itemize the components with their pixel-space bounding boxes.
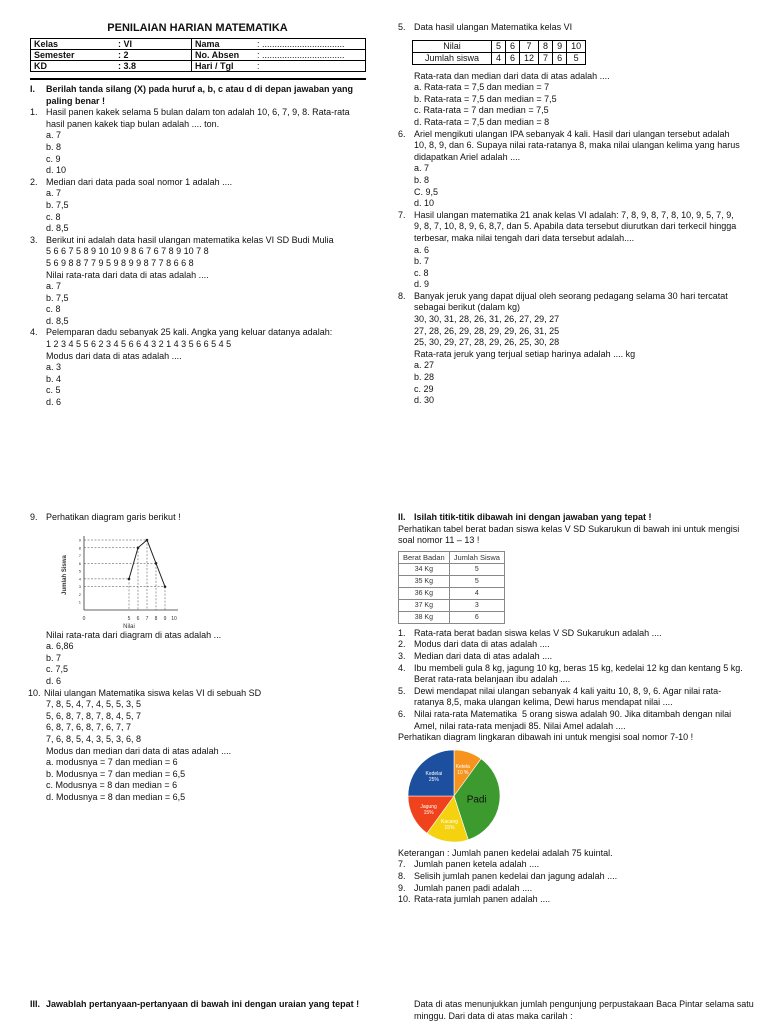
q5-option-d[interactable]: d. Rata-rata = 7,5 dan median = 8 xyxy=(414,116,550,127)
essay-item-2: 2. Modus dari data di atas adalah .... xyxy=(398,639,550,650)
pie-label-jagung: Jagung xyxy=(420,803,437,810)
q4-option-b[interactable]: b. 4 xyxy=(46,373,62,384)
q5-cell: 5 xyxy=(567,52,586,64)
q5-option-c[interactable]: c. Rata-rata = 7 dan median = 7,5 xyxy=(414,105,549,116)
x-tick-label: 9 xyxy=(163,615,167,622)
question-4: 4. Pelemparan dadu sebanyak 25 kali. Angka yang keluar datanya adalah: xyxy=(30,327,333,338)
weight-cell: 35 Kg xyxy=(399,575,450,587)
q7-option-b[interactable]: b. 7 xyxy=(414,256,430,267)
weight-cell: 34 Kg xyxy=(399,563,450,575)
column-right-bottom xyxy=(414,999,759,1022)
q4-option-a[interactable]: a. 3 xyxy=(46,362,62,373)
q5-cell: 6 xyxy=(553,52,567,64)
q6-option-c[interactable]: C. 9,5 xyxy=(414,186,439,197)
y-tick-label: 2 xyxy=(78,591,81,597)
pie-label-ketela: Ketela xyxy=(455,763,470,770)
q5-cell: 12 xyxy=(520,52,539,64)
q3-data-line-1: 5 6 6 7 5 8 9 10 10 9 8 6 7 6 7 8 9 10 7 8 xyxy=(46,246,209,257)
data-point xyxy=(164,585,167,588)
q5-cell: 7 xyxy=(539,52,553,64)
semester-value: : 2 xyxy=(115,50,192,61)
weight-cell: 37 Kg xyxy=(399,599,450,611)
q5-option-b[interactable]: b. Rata-rata = 7,5 dan median = 7,5 xyxy=(414,93,557,104)
y-axis-label: Jumlah Siswa xyxy=(62,554,68,595)
y-tick-label: 5 xyxy=(78,568,81,574)
q5-cell: 4 xyxy=(492,52,506,64)
q4-ask: Modus dari data di atas adalah .... xyxy=(46,350,182,361)
data-point xyxy=(137,546,140,549)
x-tick-label: 5 xyxy=(127,615,131,622)
q8-option-b[interactable]: b. 28 xyxy=(414,372,435,383)
q10-option-c[interactable]: c. Modusnya = 8 dan median = 6 xyxy=(46,780,178,791)
essay-item-1: 1. Rata-rata berat badan siswa kelas V SD Sukarukun adalah .... xyxy=(398,627,662,638)
question-10: 10. Nilai ulangan Matematika siswa kelas VI di sebuah SD xyxy=(28,687,262,698)
q9-option-d[interactable]: d. 6 xyxy=(46,675,62,686)
data-point xyxy=(155,562,158,565)
q5-cell: 6 xyxy=(506,52,520,64)
weight-header: Berat Badan xyxy=(399,551,450,563)
q1-option-a[interactable]: a. 7 xyxy=(46,130,62,141)
question-1: 1. Hasil panen kakek selama 5 bulan dalam ton adalah 10, 6, 7, 9, 8. Rata-rata hasil panen kakek tiap bulan adalah .... ton. xyxy=(30,107,353,129)
x-tick-label: 8 xyxy=(154,615,158,622)
x-tick-label: 10 xyxy=(171,615,177,622)
q3-option-b[interactable]: b. 7,5 xyxy=(46,292,69,303)
pie-chart xyxy=(402,748,522,844)
weight-cell: 5 xyxy=(449,575,504,587)
q4-option-d[interactable]: d. 6 xyxy=(46,397,62,408)
essay-item-10: 10. Rata-rata jumlah panen adalah .... xyxy=(398,894,551,905)
question-8: 8. Banyak jeruk yang dapat dijual oleh seorang pedagang selama 30 hari tercatat sebagai berikut (dalam kg) xyxy=(398,290,731,313)
line-chart xyxy=(44,530,194,630)
q2-option-c[interactable]: c. 8 xyxy=(46,211,61,222)
absen-field[interactable]: : ................................. xyxy=(254,50,366,61)
q5-row1-label: Nilai xyxy=(413,40,492,52)
x-tick-label: 7 xyxy=(145,615,149,622)
q10-option-a[interactable]: a. modusnya = 7 dan median = 6 xyxy=(46,757,178,768)
q10-option-d[interactable]: d. Modusnya = 8 dan median = 6,5 xyxy=(46,791,186,802)
y-tick-label: 1 xyxy=(78,599,81,605)
identity-table xyxy=(30,38,366,72)
weight-cell: 6 xyxy=(449,611,504,623)
essay-item-3: 3. Median dari data di atas adalah .... xyxy=(398,650,553,661)
y-tick-label: 3 xyxy=(78,583,81,589)
section2-intro: Perhatikan tabel berat badan siswa kelas V SD Sukarukun di bawah ini untuk mengisi soal nomor 11 – 13 ! xyxy=(398,523,742,546)
q8-ask: Rata-rata jeruk yang terjual setiap harinya adalah .... kg xyxy=(414,348,636,359)
column-left-bottom xyxy=(30,999,365,1011)
q9-option-b[interactable]: b. 7 xyxy=(46,652,62,663)
weight-cell: 3 xyxy=(449,599,504,611)
q6-option-a[interactable]: a. 7 xyxy=(414,163,430,174)
data-point xyxy=(146,538,149,541)
y-tick-label: 6 xyxy=(78,560,81,566)
pie-value-ketela: 10 % xyxy=(457,769,469,776)
q3-option-a[interactable]: a. 7 xyxy=(46,281,62,292)
data-point xyxy=(128,577,131,580)
q5-option-a[interactable]: a. Rata-rata = 7,5 dan median = 7 xyxy=(414,82,550,93)
section3-heading: III. Jawablah pertanyaan-pertanyaan di bawah ini dengan uraian yang tepat ! xyxy=(30,999,360,1009)
pie-label-kacang: Kacang xyxy=(441,818,459,825)
q3-option-c[interactable]: c. 8 xyxy=(46,304,61,315)
question-2: 2. Median dari data pada soal nomor 1 adalah .... xyxy=(30,176,233,187)
q8-option-d[interactable]: d. 30 xyxy=(414,395,435,406)
q1-option-d[interactable]: d. 10 xyxy=(46,165,67,176)
question-7: 7. Hasil ulangan matematika 21 anak kelas VI adalah: 7, 8, 9, 8, 7, 8, 10, 9, 5, 7, 9, 9, 8, 7, 10, 8, 9, 6, 8,7, dan 5. Apabila data tersebut diurutkan dari terkecil hingga terbesar, maka nilai tengah dari data tersebut adalah.... xyxy=(398,209,739,243)
q7-option-a[interactable]: a. 6 xyxy=(414,244,430,255)
column-right-middle xyxy=(398,512,746,906)
q2-option-d[interactable]: d. 8,5 xyxy=(46,223,69,234)
essay-item-7: 7. Jumlah panen ketela adalah .... xyxy=(398,859,540,870)
pie-label-padi: Padi xyxy=(466,794,487,806)
essay-item-6: 6. Nilai rata-rata Matematika 5 orang siswa adalah 90. Jika ditambah dengan nilai Amel, nilai rata-rata menjadi 85. Nilai Amel adalah .... xyxy=(398,708,734,731)
q5-table xyxy=(412,40,586,65)
q10-option-b[interactable]: b. Modusnya = 7 dan median = 6,5 xyxy=(46,768,186,779)
q9-option-c[interactable]: c. 7,5 xyxy=(46,664,69,675)
q3-option-d[interactable]: d. 8,5 xyxy=(46,315,69,326)
q5-cell: 6 xyxy=(506,40,520,52)
weight-cell: 4 xyxy=(449,587,504,599)
pie-value-jagung: 15% xyxy=(423,809,434,816)
x-axis-label: Nilai xyxy=(123,623,135,630)
q8-data-line-1: 30, 30, 31, 28, 26, 31, 26, 27, 29, 27 xyxy=(414,314,560,325)
page-title: PENILAIAN HARIAN MATEMATIKA xyxy=(107,22,288,34)
q7-option-c[interactable]: c. 8 xyxy=(414,267,429,278)
weight-cell: 38 Kg xyxy=(399,611,450,623)
q10-data-line-3: 6, 8, 7, 6, 8, 7, 6, 7, 7 xyxy=(46,722,132,733)
pie-label-kedelai: Kedelai xyxy=(425,770,443,777)
essay-item-8: 8. Selisih jumlah panen kedelai dan jagung adalah .... xyxy=(398,870,618,881)
q10-data-line-1: 7, 8, 5, 4, 7, 4, 5, 5, 3, 5 xyxy=(46,699,142,710)
q3-data-line-2: 5 6 9 8 8 7 7 9 5 9 8 9 9 8 7 7 8 6 6 8 xyxy=(46,257,194,268)
absen-label: No. Absen xyxy=(192,50,255,61)
q4-option-c[interactable]: c. 5 xyxy=(46,385,61,396)
nama-field[interactable]: : ................................. xyxy=(254,39,366,50)
weight-cell: 36 Kg xyxy=(399,587,450,599)
q5-cell: 7 xyxy=(520,40,539,52)
weight-table xyxy=(398,551,505,624)
kelas-label: Kelas xyxy=(31,39,116,50)
q4-data: 1 2 3 4 5 5 6 2 3 4 5 6 6 4 3 2 1 4 3 5 6 6 5 4 5 xyxy=(46,339,232,350)
essay-item-4: 4. Ibu membeli gula 8 kg, jagung 10 kg, beras 15 kg, kedelai 12 kg dan kentang 5 kg. Berat rata-rata belanjaan ibu adalah .... xyxy=(398,662,746,685)
section2-heading: II. Isilah titik-titik dibawah ini dengan jawaban yang tepat ! xyxy=(398,512,652,522)
question-3: 3. Berikut ini adalah data hasil ulangan matematika kelas VI SD Budi Mulia xyxy=(30,234,334,245)
pie-value-kacang: 15% xyxy=(444,824,455,831)
pie-intro: Perhatikan diagram lingkaran dibawah ini untuk mengisi soal nomor 7-10 ! xyxy=(398,732,694,743)
essay-item-5: 5. Dewi mendapat nilai ulangan sebanyak 4 kali yaitu 10, 8, 9, 6. Agar nilai rata-ratanya 8,5, maka ulangan kelima, Dewi harus mendapat nilai .... xyxy=(398,685,722,708)
column-left-middle xyxy=(30,512,365,804)
section3-right-text: Data di atas menunjukkan jumlah pengunjung perpustakaan Baca Pintar selama satu minggu. Dari data di atas maka carilah : xyxy=(414,999,757,1021)
q5-cell: 8 xyxy=(539,40,553,52)
q9-ask: Nilai rata-rata dari diagram di atas adalah ... xyxy=(46,629,222,640)
kd-value: : 3.8 xyxy=(115,61,192,72)
q8-data-line-2: 27, 28, 26, 29, 28, 29, 29, 26, 31, 25 xyxy=(414,325,560,336)
weight-cell: 5 xyxy=(449,563,504,575)
y-tick-label: 4 xyxy=(78,575,81,581)
divider xyxy=(30,78,366,80)
q5-cell: 5 xyxy=(492,40,506,52)
x-tick-label: 0 xyxy=(82,615,86,622)
q1-option-c[interactable]: c. 9 xyxy=(46,153,61,164)
y-tick-label: 8 xyxy=(78,544,81,550)
kd-label: KD xyxy=(31,61,116,72)
essay-item-9: 9. Jumlah panen padi adalah .... xyxy=(398,882,533,893)
hari-label: Hari / Tgl xyxy=(192,61,255,72)
section1-heading: I. Berilah tanda silang (X) pada huruf a, b, c atau d di depan jawaban yang paling benar ! xyxy=(30,84,356,106)
y-tick-label: 9 xyxy=(78,537,81,543)
y-tick-label: 7 xyxy=(78,552,81,558)
column-right-top xyxy=(398,22,743,407)
x-tick-label: 6 xyxy=(136,615,140,622)
q2-option-b[interactable]: b. 7,5 xyxy=(46,199,69,210)
q3-ask: Nilai rata-rata dari data di atas adalah .... xyxy=(46,269,209,280)
hari-field[interactable]: : xyxy=(254,61,366,72)
q5-ask: Rata-rata dan median dari data di atas adalah .... xyxy=(414,70,610,81)
q5-cell: 9 xyxy=(553,40,567,52)
q1-option-b[interactable]: b. 8 xyxy=(46,141,62,152)
question-5: 5. Data hasil ulangan Matematika kelas VI xyxy=(398,22,573,32)
q7-option-d[interactable]: d. 9 xyxy=(414,279,430,290)
q9-option-a[interactable]: a. 6,86 xyxy=(46,641,74,652)
q6-option-d[interactable]: d. 10 xyxy=(414,198,435,209)
q10-data-line-4: 7, 6, 8, 5, 4, 3, 5, 3, 6, 8 xyxy=(46,733,142,744)
kelas-value: : VI xyxy=(115,39,192,50)
nama-label: Nama xyxy=(192,39,255,50)
q5-row2-label: Jumlah siswa xyxy=(413,52,492,64)
q8-option-c[interactable]: c. 29 xyxy=(414,383,434,394)
column-left-top xyxy=(30,22,365,409)
question-6: 6. Ariel mengikuti ulangan IPA sebanyak 4 kali. Hasil dari ulangan tersebut adalah 10, 8, 9, dan 6. Supaya nilai rata-ratanya 8, maka nilai ulangan kelima yang harus didapatkan Ariel adalah .... xyxy=(398,128,743,162)
q6-option-b[interactable]: b. 8 xyxy=(414,174,430,185)
q2-option-a[interactable]: a. 7 xyxy=(46,188,62,199)
pie-value-kedelai: 25% xyxy=(428,776,439,783)
q8-option-a[interactable]: a. 27 xyxy=(414,360,435,371)
question-9: 9. Perhatikan diagram garis berikut ! xyxy=(30,512,181,522)
q8-data-line-3: 25, 30, 29, 27, 28, 29, 26, 25, 30, 28 xyxy=(414,337,560,348)
q10-ask: Modus dan median dari data di atas adalah .... xyxy=(46,745,232,756)
pie-note: Keterangan : Jumlah panen kedelai adalah 75 kuintal. xyxy=(398,847,613,858)
q5-cell: 10 xyxy=(567,40,586,52)
weight-header: Jumlah Siswa xyxy=(449,551,504,563)
semester-label: Semester xyxy=(31,50,116,61)
q10-data-line-2: 5, 6, 8, 7, 8, 7, 8, 4, 5, 7 xyxy=(46,710,142,721)
